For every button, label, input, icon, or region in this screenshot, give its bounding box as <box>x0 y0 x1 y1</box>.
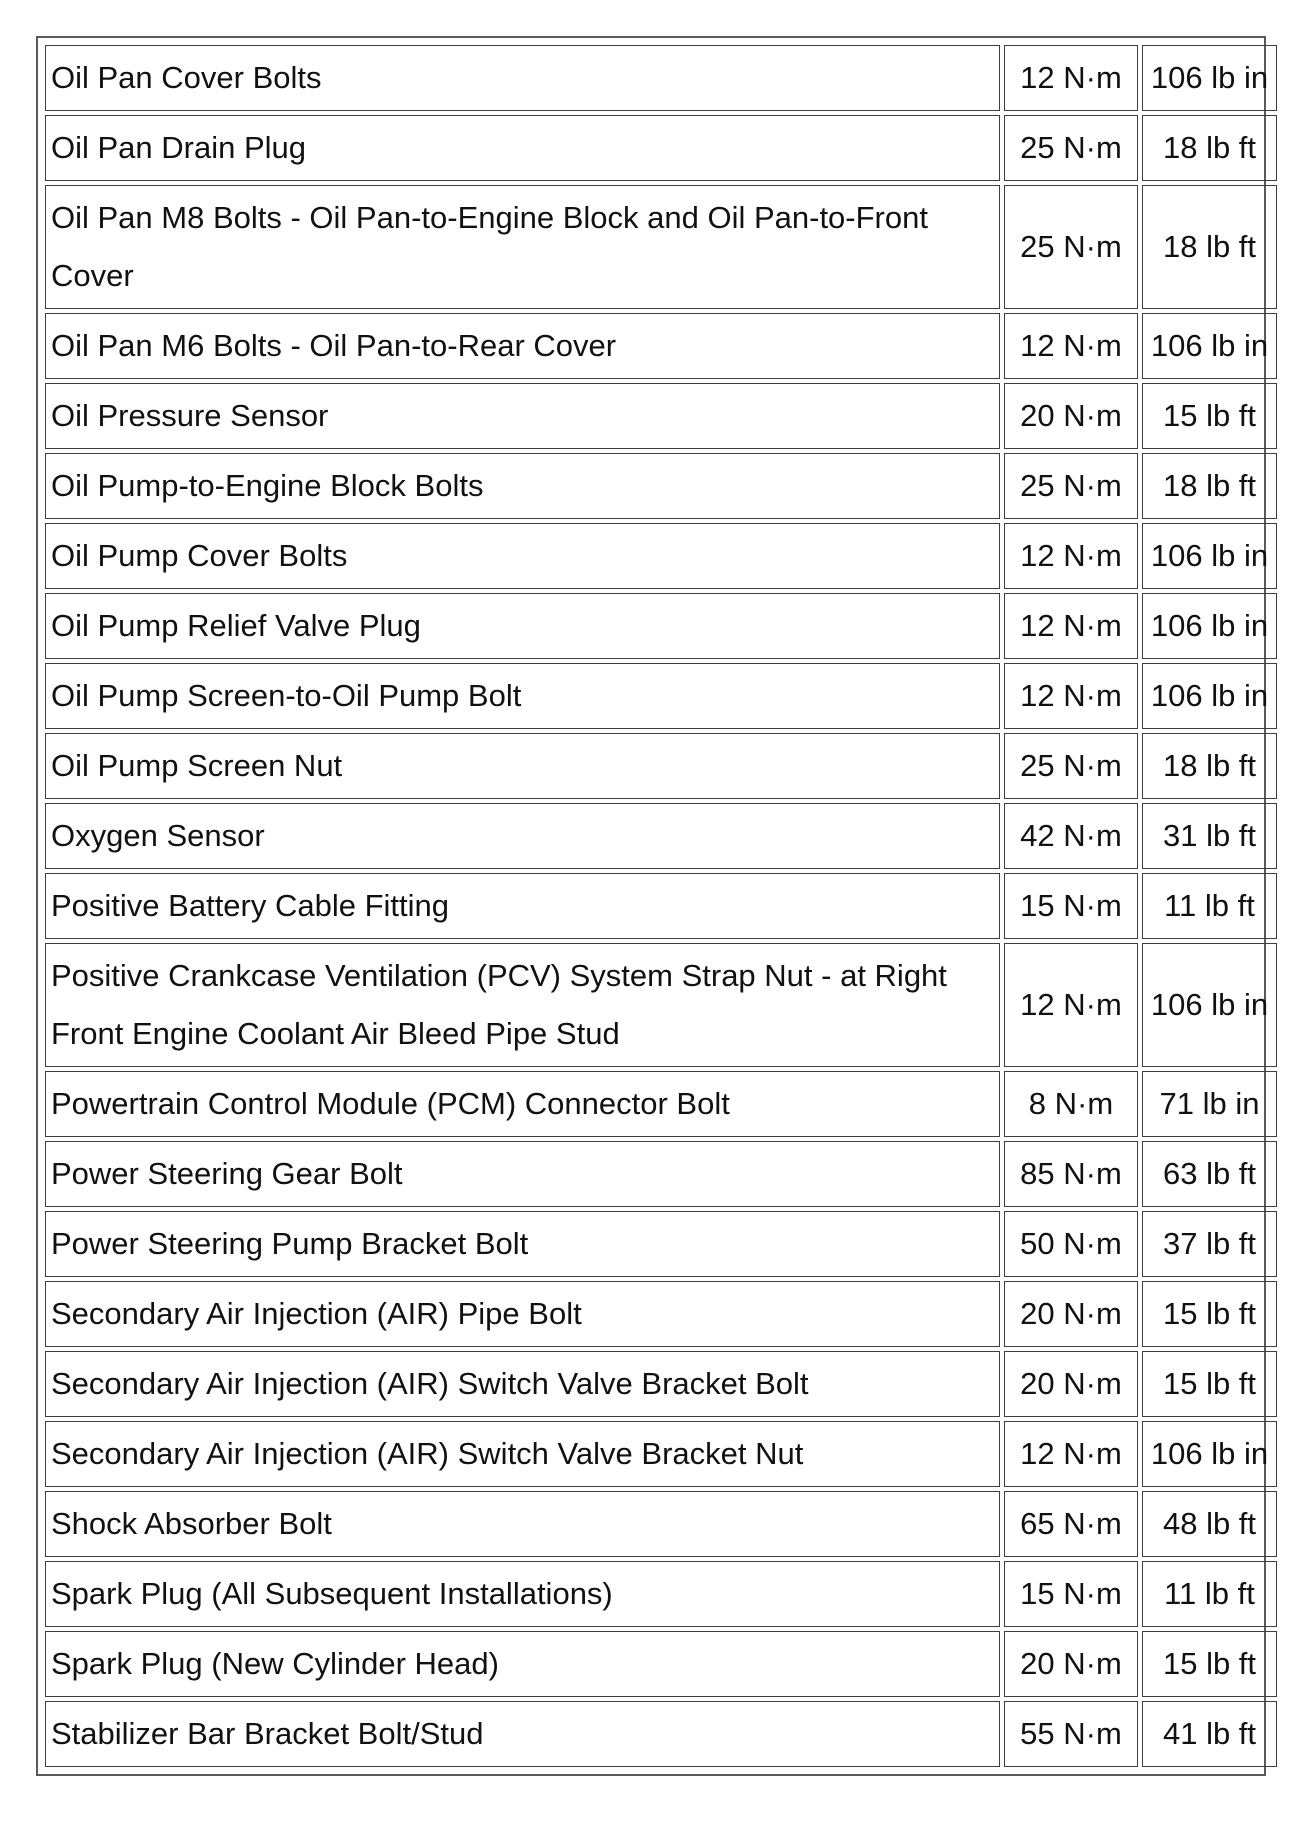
component-name-cell: Oil Pan M8 Bolts - Oil Pan-to-Engine Block and Oil Pan-to-Front Cover <box>45 185 1000 309</box>
imperial-torque-cell: 63 lb ft <box>1142 1141 1277 1207</box>
metric-torque-cell: 25 N·m <box>1004 733 1138 799</box>
component-name-cell: Oil Pan M6 Bolts - Oil Pan-to-Rear Cover <box>45 313 1000 379</box>
component-name-cell: Secondary Air Injection (AIR) Switch Valve Bracket Nut <box>45 1421 1000 1487</box>
table-row <box>45 663 1277 729</box>
imperial-torque-cell: 11 lb ft <box>1142 1561 1277 1627</box>
imperial-torque-cell: 106 lb in <box>1142 593 1277 659</box>
metric-torque-cell: 20 N·m <box>1004 383 1138 449</box>
component-name-cell: Oil Pump Relief Valve Plug <box>45 593 1000 659</box>
component-name-cell: Power Steering Pump Bracket Bolt <box>45 1211 1000 1277</box>
table-row <box>45 185 1277 309</box>
table-row <box>45 115 1277 181</box>
metric-torque-cell: 8 N·m <box>1004 1071 1138 1137</box>
metric-torque-cell: 12 N·m <box>1004 45 1138 111</box>
component-name-cell: Oil Pump Screen Nut <box>45 733 1000 799</box>
metric-torque-cell: 65 N·m <box>1004 1491 1138 1557</box>
metric-torque-cell: 20 N·m <box>1004 1351 1138 1417</box>
imperial-torque-cell: 18 lb ft <box>1142 733 1277 799</box>
imperial-torque-cell: 15 lb ft <box>1142 1351 1277 1417</box>
table-row <box>45 1631 1277 1697</box>
table-row <box>45 1211 1277 1277</box>
imperial-torque-cell: 106 lb in <box>1142 523 1277 589</box>
metric-torque-cell: 12 N·m <box>1004 523 1138 589</box>
metric-torque-cell: 42 N·m <box>1004 803 1138 869</box>
table-row <box>45 1141 1277 1207</box>
imperial-torque-cell: 18 lb ft <box>1142 115 1277 181</box>
component-name-cell: Powertrain Control Module (PCM) Connector Bolt <box>45 1071 1000 1137</box>
table-row <box>45 1701 1277 1767</box>
table-row <box>45 313 1277 379</box>
metric-torque-cell: 25 N·m <box>1004 185 1138 309</box>
imperial-torque-cell: 106 lb in <box>1142 943 1277 1067</box>
table-row <box>45 453 1277 519</box>
metric-torque-cell: 15 N·m <box>1004 873 1138 939</box>
imperial-torque-cell: 15 lb ft <box>1142 383 1277 449</box>
table-row <box>45 1491 1277 1557</box>
component-name-cell: Shock Absorber Bolt <box>45 1491 1000 1557</box>
metric-torque-cell: 50 N·m <box>1004 1211 1138 1277</box>
component-name-cell: Stabilizer Bar Bracket Bolt/Stud <box>45 1701 1000 1767</box>
table-body <box>45 45 1277 1767</box>
imperial-torque-cell: 11 lb ft <box>1142 873 1277 939</box>
imperial-torque-cell: 106 lb in <box>1142 313 1277 379</box>
imperial-torque-cell: 37 lb ft <box>1142 1211 1277 1277</box>
table-row <box>45 1071 1277 1137</box>
table-row <box>45 593 1277 659</box>
metric-torque-cell: 12 N·m <box>1004 663 1138 729</box>
metric-torque-cell: 85 N·m <box>1004 1141 1138 1207</box>
component-name-cell: Secondary Air Injection (AIR) Pipe Bolt <box>45 1281 1000 1347</box>
imperial-torque-cell: 18 lb ft <box>1142 185 1277 309</box>
metric-torque-cell: 12 N·m <box>1004 313 1138 379</box>
component-name-cell: Secondary Air Injection (AIR) Switch Valve Bracket Bolt <box>45 1351 1000 1417</box>
imperial-torque-cell: 48 lb ft <box>1142 1491 1277 1557</box>
imperial-torque-cell: 106 lb in <box>1142 1421 1277 1487</box>
component-name-cell: Positive Battery Cable Fitting <box>45 873 1000 939</box>
component-name-cell: Power Steering Gear Bolt <box>45 1141 1000 1207</box>
component-name-cell: Oxygen Sensor <box>45 803 1000 869</box>
metric-torque-cell: 15 N·m <box>1004 1561 1138 1627</box>
metric-torque-cell: 25 N·m <box>1004 453 1138 519</box>
component-name-cell: Oil Pressure Sensor <box>45 383 1000 449</box>
metric-torque-cell: 55 N·m <box>1004 1701 1138 1767</box>
imperial-torque-cell: 15 lb ft <box>1142 1281 1277 1347</box>
table-row <box>45 803 1277 869</box>
table-row <box>45 943 1277 1067</box>
table-row <box>45 1561 1277 1627</box>
component-name-cell: Oil Pump-to-Engine Block Bolts <box>45 453 1000 519</box>
table-row <box>45 523 1277 589</box>
imperial-torque-cell: 106 lb in <box>1142 45 1277 111</box>
component-name-cell: Spark Plug (New Cylinder Head) <box>45 1631 1000 1697</box>
component-name-cell: Oil Pan Cover Bolts <box>45 45 1000 111</box>
torque-specifications-sheet <box>36 36 1269 1776</box>
imperial-torque-cell: 15 lb ft <box>1142 1631 1277 1697</box>
imperial-torque-cell: 41 lb ft <box>1142 1701 1277 1767</box>
table-row <box>45 1351 1277 1417</box>
component-name-cell: Oil Pump Cover Bolts <box>45 523 1000 589</box>
component-name-cell: Oil Pan Drain Plug <box>45 115 1000 181</box>
imperial-torque-cell: 106 lb in <box>1142 663 1277 729</box>
component-name-cell: Spark Plug (All Subsequent Installations) <box>45 1561 1000 1627</box>
imperial-torque-cell: 31 lb ft <box>1142 803 1277 869</box>
imperial-torque-cell: 18 lb ft <box>1142 453 1277 519</box>
table-row <box>45 45 1277 111</box>
component-name-cell: Positive Crankcase Ventilation (PCV) System Strap Nut - at Right Front Engine Coolant Air Bleed Pipe Stud <box>45 943 1000 1067</box>
metric-torque-cell: 20 N·m <box>1004 1631 1138 1697</box>
imperial-torque-cell: 71 lb in <box>1142 1071 1277 1137</box>
metric-torque-cell: 12 N·m <box>1004 593 1138 659</box>
table-row <box>45 873 1277 939</box>
metric-torque-cell: 25 N·m <box>1004 115 1138 181</box>
metric-torque-cell: 12 N·m <box>1004 1421 1138 1487</box>
torque-specifications-table <box>41 41 1281 1771</box>
component-name-cell: Oil Pump Screen-to-Oil Pump Bolt <box>45 663 1000 729</box>
metric-torque-cell: 12 N·m <box>1004 943 1138 1067</box>
table-row <box>45 383 1277 449</box>
table-row <box>45 1421 1277 1487</box>
table-row <box>45 1281 1277 1347</box>
table-row <box>45 733 1277 799</box>
metric-torque-cell: 20 N·m <box>1004 1281 1138 1347</box>
